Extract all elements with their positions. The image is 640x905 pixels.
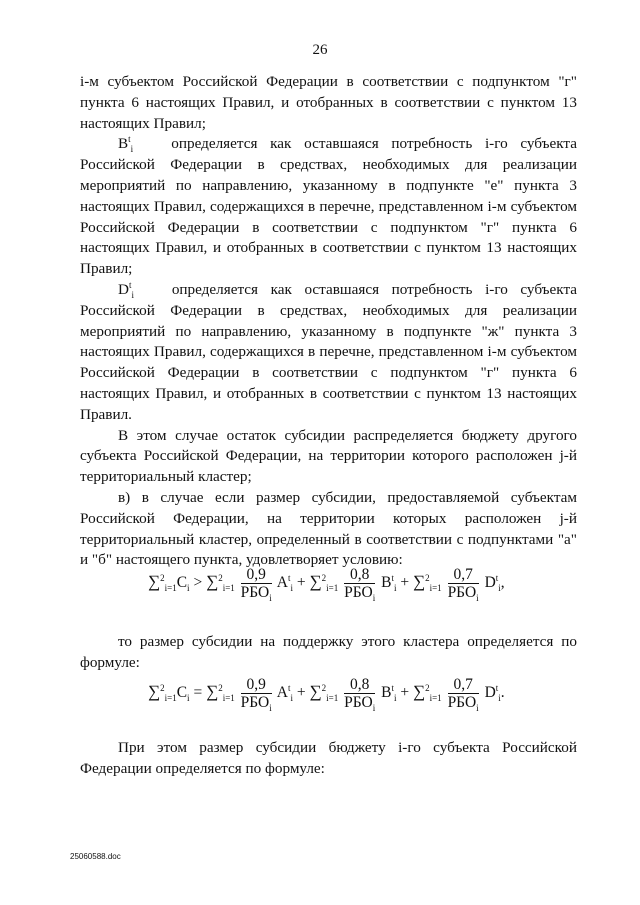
paragraph-group-1 <box>80 72 577 571</box>
paragraph-group-2 <box>80 632 577 674</box>
paragraph-3 <box>80 280 577 426</box>
paragraph-7: При этом размер субсидии бюджету i-го субъекта Российской Федерации определяется по формуле: <box>80 739 577 777</box>
formula-subsidy: $\sum^2_{i=1}C_i = \sum^2_{i=1}$ $\frac{0,9}{РБО_i}$ $A^t_i + \sum^2_{i=1}$ $\frac{0,8}{РБО_i}$ $B^t_i + \sum^2_{i=1}$ $\frac{0,7}{РБО_i}$ $D^t_i$. <box>148 676 505 714</box>
paragraph-group-3 <box>80 738 577 780</box>
symbol-b: $B^t_i$ <box>118 134 134 155</box>
page-number: 26 <box>312 42 328 58</box>
paragraph-3-text: определяется как оставшаяся потребность i-го субъекта Российской Федерации в средствах, необходимых для реализации мероприятий по направлению, указанному в подпункте "ж" пункта 3 настоящих Правил, содержащихся в перечне, представленном i-м субъектом Российской Федерации в соответствии с подпунктом "г" пункта 6 настоящих Правил, и отобранных в соответствии с пунктом 13 настоящих Правил. <box>80 280 578 423</box>
symbol-d: $D^t_i$ <box>118 279 134 300</box>
paragraph-4: В этом случае остаток субсидии распределяется бюджету другого субъекта Российской Федерации, на территории которого расположен j-й территориальный кластер; <box>80 426 577 486</box>
formula-condition: $\sum^2_{i=1}C_i > \sum^2_{i=1}$ $\frac{0,9}{РБО_i}$ $A^t_i + \sum^2_{i=1}$ $\frac{0,8}{РБО_i}$ $B^t_i + \sum^2_{i=1}$ $\frac{0,7}{РБО_i}$ $D^t_i$, <box>148 566 505 604</box>
paragraph-2-text: определяется как оставшаяся потребность i-го субъекта Российской Федерации в средствах, необходимых для реализации мероприятий по направлению, указанному в подпункте "е" пункта 3 настоящих Правил, содержащихся в перечне, представленном i-м субъектом Российской Федерации в соответствии с подпунктом "г" пункта 6 настоящих Правил, и отобранных в соответствии с пунктом 13 настоящих Правил; <box>80 135 577 278</box>
paragraph-2 <box>80 134 577 280</box>
paragraph-6: то размер субсидии на поддержку этого кластера определяется по формуле: <box>80 633 577 671</box>
paragraph-1: i-м субъектом Российской Федерации в соответствии с подпунктом "г" пункта 6 настоящих Правил, и отобранных в соответствии с пунктом 13 настоящих Правил; <box>80 73 577 132</box>
paragraph-5: в) в случае если размер субсидии, предоставляемой субъектам Российской Федерации, на территории которых расположен j-й территориальный кластер, определенный в соответствии с подпунктами "а" и "б" настоящего пункта, удовлетворяет условию: <box>80 488 577 569</box>
footer-filename: 25060588.doc <box>70 852 121 861</box>
